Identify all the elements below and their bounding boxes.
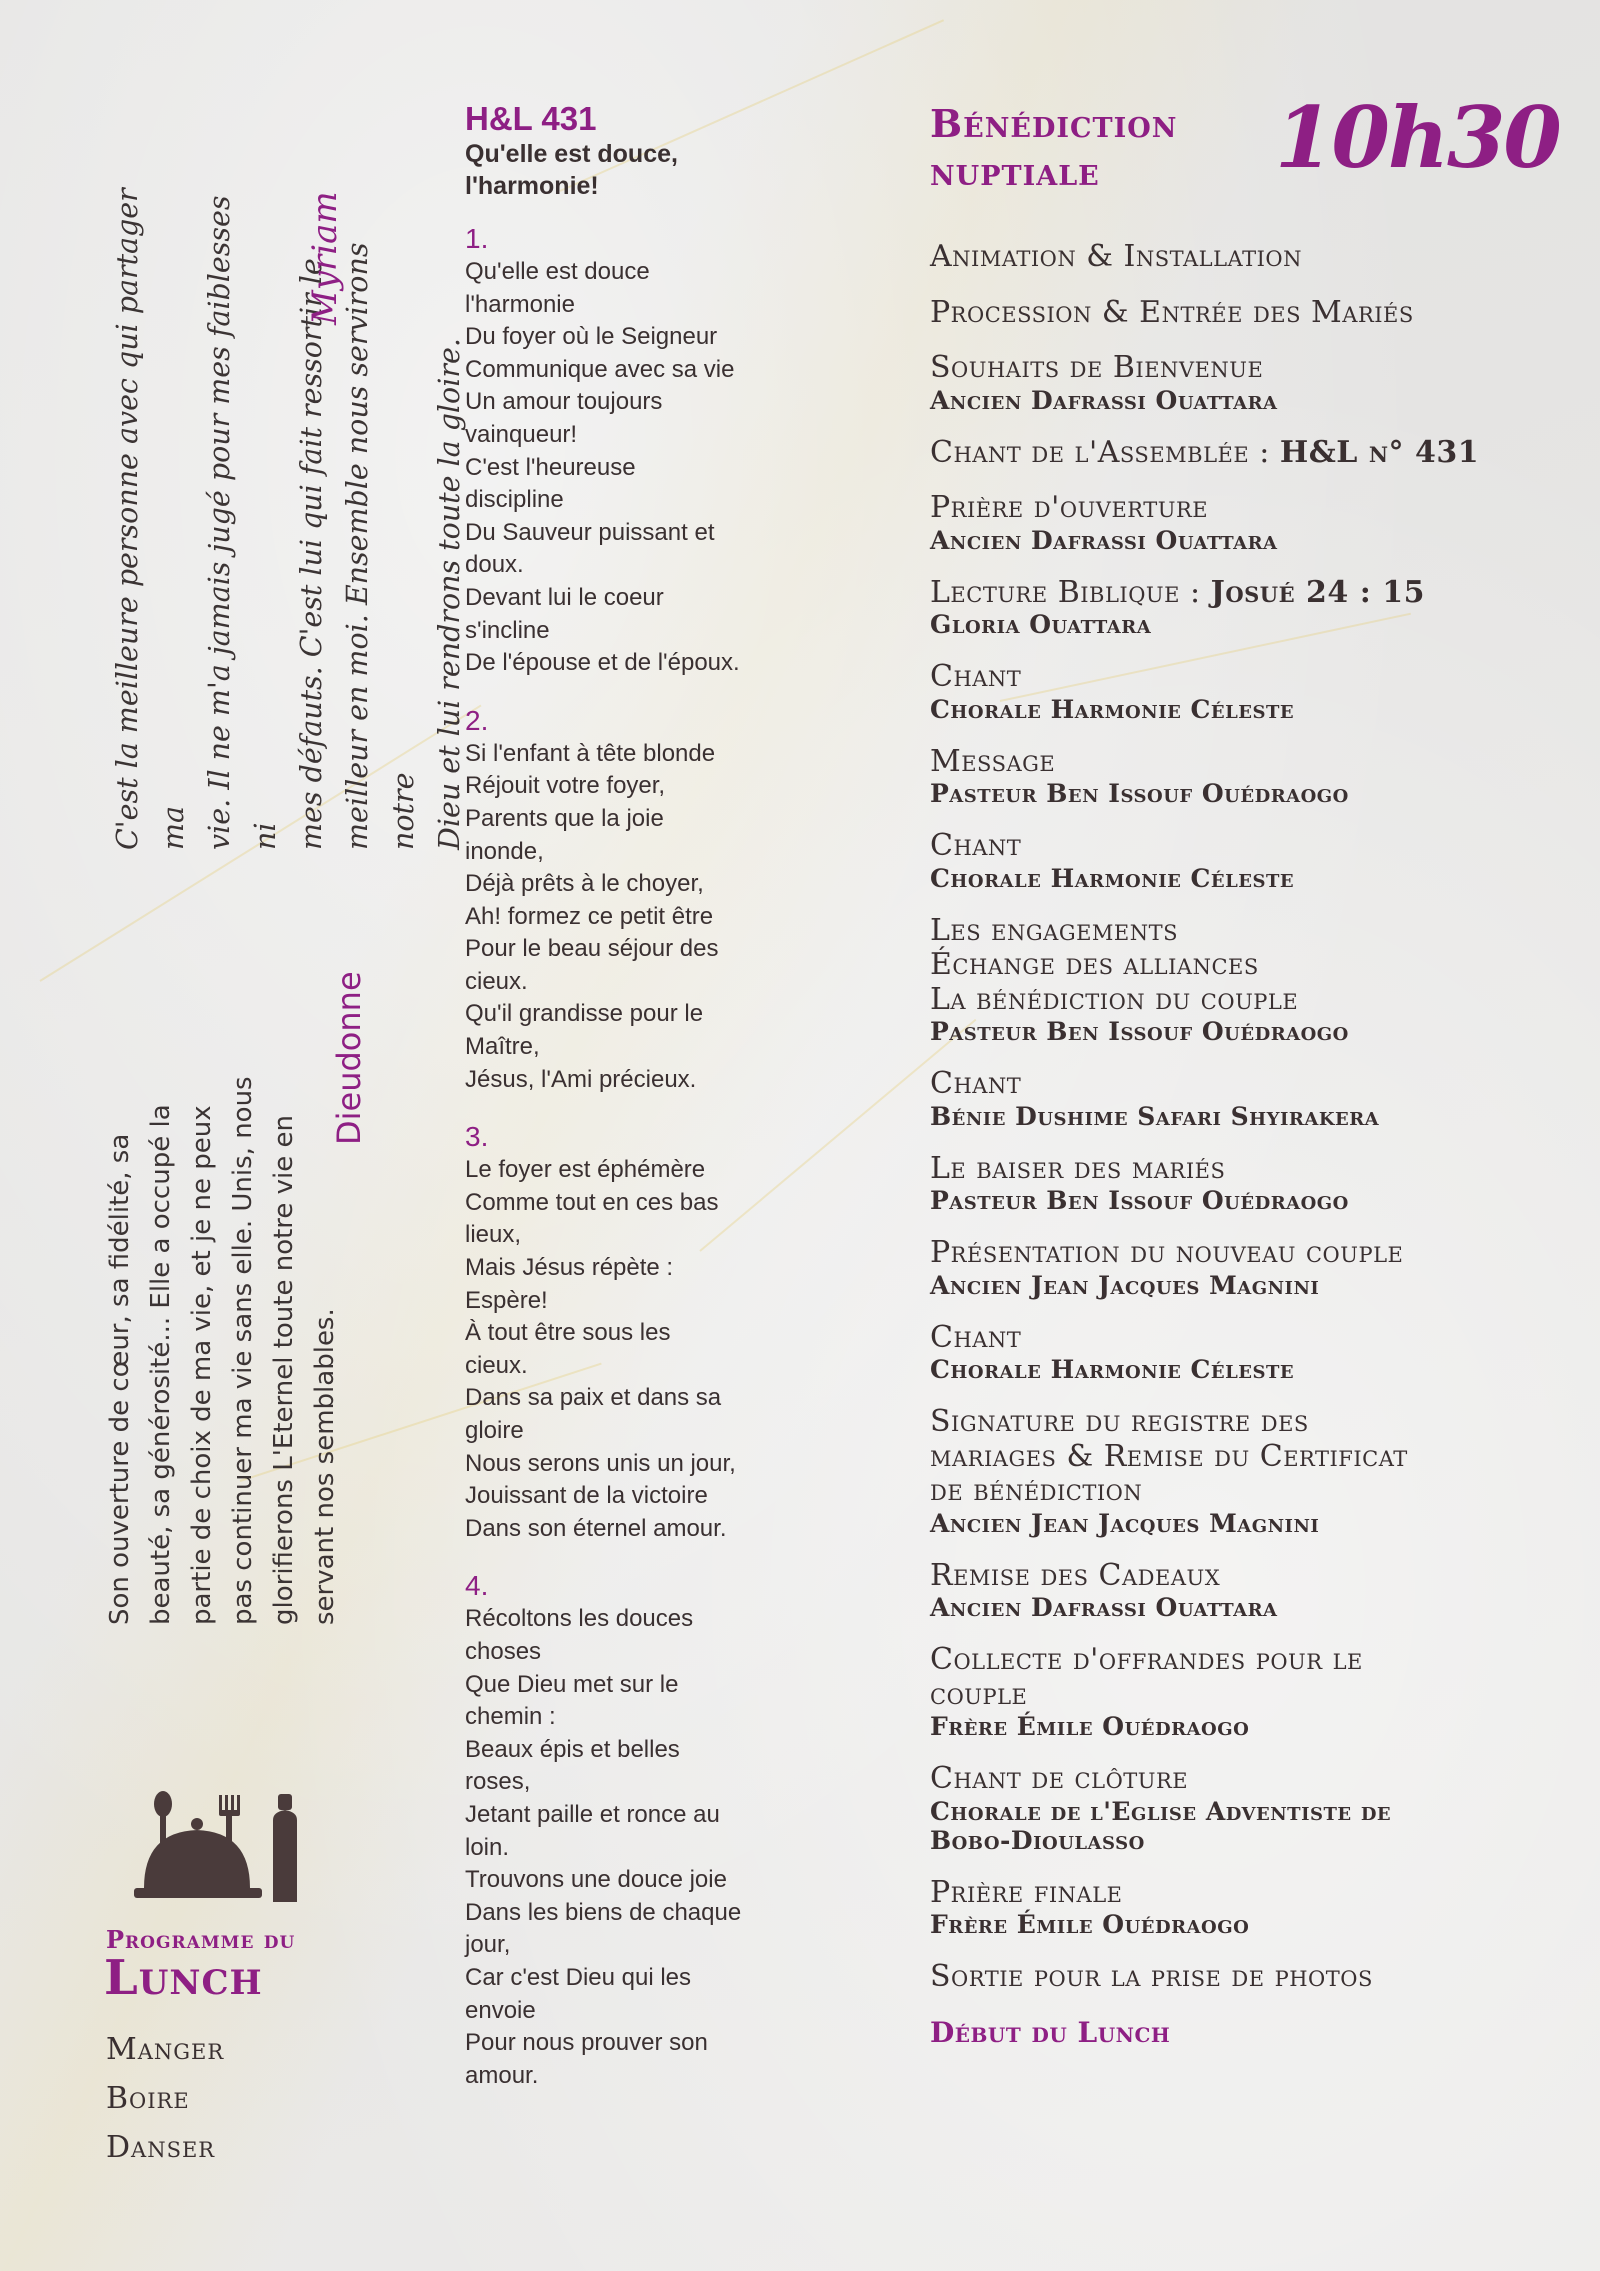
program-item [930, 1960, 1490, 1995]
program-item [930, 1559, 1490, 1623]
lunch-title: Lunch [104, 1950, 263, 2006]
program-time: 10h30 [1275, 88, 1560, 187]
verse-line: cieux. [465, 1351, 528, 1379]
program-item-label-text: Chant [930, 659, 1022, 694]
program-item-label-text: La bénédiction du couple [930, 981, 1299, 1017]
hymn-verse [465, 222, 795, 680]
verse-number: 2. [465, 704, 489, 736]
program-item-label [930, 948, 1490, 983]
verse-line: Comme tout en ces bas [465, 1188, 719, 1216]
program-item-label-text: Sortie pour la prise de photos [930, 1959, 1373, 1994]
quote-line: C'est la meilleure personne avec qui partager ma [111, 188, 190, 850]
program-title-line: nuptiale [930, 149, 1100, 194]
program-item-emphasis: H&L n° 431 [1279, 434, 1480, 470]
lunch-item: Boire [106, 2081, 190, 2116]
verse-line: Car c'est Dieu qui les [465, 1963, 692, 1991]
program-item-emphasis: Josué 24 : 15 [1210, 574, 1426, 610]
program-item-officiant: Pasteur Ben Issouf Ouédraogo [930, 1186, 1349, 1215]
program-item-label [930, 240, 1490, 275]
program-item-label [930, 1678, 1490, 1713]
program-item-label [930, 491, 1490, 526]
lunch-item: Manger [106, 2032, 225, 2067]
quote-line: glorifierons L'Eternel toute notre vie en [269, 1114, 299, 1625]
program-item-label-text: Collecte d'offrandes pour le [930, 1642, 1363, 1677]
program-item [930, 1236, 1490, 1300]
program-item-officiant: Chorale Harmonie Céleste [930, 694, 1295, 724]
program-item-accent: Début du Lunch [930, 2015, 1171, 2049]
program-item-label-text: Message [930, 743, 1056, 779]
program-item-label [930, 745, 1490, 780]
program-item-label [930, 296, 1490, 331]
program-item-label [930, 1474, 1490, 1509]
hymn-verses [465, 222, 795, 2092]
verse-line: Récoltons les douces [465, 1605, 694, 1633]
program-item-label-text: Chant de l'Assemblée : [930, 434, 1280, 470]
program-item-label [930, 1321, 1490, 1356]
hymn-verse [465, 704, 795, 1097]
verse-number: 3. [465, 1121, 489, 1153]
quote-line: meilleur en moi. Ensemble nous servirons notre [341, 242, 420, 850]
program-item-label-text: Procession & Entrée des Mariés [930, 294, 1414, 330]
lunch-kicker: Programme du [106, 1925, 296, 1954]
program-title [930, 100, 1177, 196]
program-item [930, 1321, 1490, 1385]
program-item-label-text: de bénédiction [930, 1473, 1143, 1508]
program-item-officiant: Bobo-Dioulasso [930, 1825, 1145, 1855]
program-item-officiant: Frère Émile Ouédraogo [930, 1712, 1250, 1741]
program-item-label-text: couple [930, 1676, 1028, 1712]
program-item-officiant: Pasteur Ben Issouf Ouédraogo [930, 779, 1349, 808]
hymn-column [465, 100, 795, 2116]
verse-line: Si l'enfant à tête blonde [465, 739, 716, 767]
verse-line: Dans sa paix et dans sa [465, 1384, 722, 1412]
verse-line: Ah! formez ce petit être [465, 902, 714, 930]
program-item-label [930, 1067, 1490, 1102]
verse-line: Un amour toujours [465, 388, 663, 416]
program-item-label [930, 1405, 1490, 1440]
program-title-line: Bénédiction [930, 101, 1178, 146]
hymn-title-line: l'harmonie! [465, 172, 599, 200]
program-item [930, 436, 1490, 471]
program-item-label-text: Les engagements [930, 912, 1179, 948]
verse-line: Pour nous prouver son [465, 2029, 708, 2057]
quote-myriam-text [105, 170, 473, 850]
program-item-officiant: Chorale Harmonie Céleste [930, 1355, 1295, 1384]
program-item-label [930, 1643, 1490, 1678]
program-item-officiant: Bénie Dushime Safari Shyirakera [930, 1101, 1380, 1131]
verse-line: Maître, [465, 1033, 540, 1061]
program-item-label [930, 1960, 1490, 1995]
program-item-officiant: Chorale Harmonie Céleste [930, 863, 1295, 893]
verse-line: Espère! [465, 1286, 548, 1314]
program-item-label-text: Signature du registre des [930, 1404, 1309, 1439]
program-item-officiant: Gloria Ouattara [930, 610, 1152, 639]
program-item-label [930, 576, 1490, 611]
program-item [930, 1067, 1490, 1131]
program-item [930, 351, 1490, 415]
program-item [930, 660, 1490, 724]
verse-line: C'est l'heureuse [465, 453, 636, 481]
verse-line: Qu'il grandisse pour le [465, 1000, 704, 1028]
program-item [930, 1876, 1490, 1940]
verse-line: De l'épouse et de l'époux. [465, 649, 740, 677]
program-item [930, 240, 1490, 275]
program-item-label-text: Prière finale [930, 1874, 1123, 1910]
program-item-label-text: Animation & Installation [930, 239, 1302, 274]
program-item-label [930, 1440, 1490, 1475]
verse-line: discipline [465, 486, 564, 514]
verse-line: s'incline [465, 616, 550, 644]
verse-line: Mais Jésus répète : [465, 1254, 674, 1282]
program-item-label-text: Chant [930, 828, 1022, 863]
verse-line: l'harmonie [465, 290, 575, 318]
program-item-label-text: Chant [930, 1319, 1022, 1355]
quote-line: Dieu et lui rendrons toute la gloire. [433, 338, 466, 850]
hymn-verse [465, 1569, 795, 2092]
program-item [930, 491, 1490, 555]
hymn-verse [465, 1120, 795, 1545]
program-item-label-text: Remise des Cadeaux [930, 1557, 1221, 1593]
program-item-label-text: Prière d'ouverture [930, 490, 1209, 525]
program-item-label [930, 660, 1490, 695]
lunch-item: Danser [106, 2130, 216, 2165]
program-item-label [930, 436, 1490, 471]
quote-line: mes défauts. C'est lui qui fait ressortir le [295, 258, 328, 850]
verse-number: 4. [465, 1570, 489, 1602]
verse-line: Jésus, l'Ami précieux. [465, 1065, 697, 1093]
program-item-label [930, 1559, 1490, 1594]
quote-line: vie. Il ne m'a jamais jugé pour mes faiblesses ni [203, 195, 282, 850]
quote-line: servant nos semblables. [310, 1308, 340, 1625]
program-list [930, 240, 1490, 2071]
verse-line: Dans les biens de chaque [465, 1898, 742, 1926]
program-item [930, 1152, 1490, 1216]
hymn-reference: H&L 431 [465, 100, 597, 137]
verse-line: Dans son éternel amour. [465, 1514, 727, 1542]
program-item-label-text: Chant [930, 1066, 1022, 1101]
program-item-label [930, 1152, 1490, 1187]
program-item-label [930, 914, 1490, 949]
verse-line: Devant lui le coeur [465, 583, 664, 611]
verse-line: vainqueur! [465, 420, 578, 448]
program-item-label [930, 1236, 1490, 1271]
program-item-officiant: Ancien Jean Jacques Magnini [930, 1508, 1320, 1538]
verse-line: Réjouit votre foyer, [465, 772, 666, 800]
verse-line: Pour le beau séjour des [465, 935, 719, 963]
verse-line: Parents que la joie [465, 804, 664, 832]
verse-line: Que Dieu met sur le [465, 1670, 679, 1698]
verse-line: doux. [465, 551, 524, 579]
program-item-label-text: Chant de clôture [930, 1761, 1189, 1796]
verse-line: Trouvons une douce joie [465, 1866, 727, 1894]
program-item [930, 296, 1490, 331]
quote-line: beauté, sa générosité... Elle a occupé la [146, 1104, 176, 1625]
verse-line: lieux, [465, 1221, 522, 1249]
program-item [930, 1643, 1490, 1741]
quote-line: Son ouverture de cœur, sa fidélité, sa [105, 1133, 135, 1625]
hymn-title [465, 138, 795, 202]
verse-line: Communique avec sa vie [465, 355, 735, 383]
verse-line: loin. [465, 1833, 510, 1861]
program-item-label-text: mariages & Remise du Certificat [930, 1438, 1408, 1474]
program-item-label-text: Souhaits de Bienvenue [930, 350, 1264, 385]
verse-line: roses, [465, 1768, 531, 1796]
program-item-label-text: Échange des alliances [930, 947, 1259, 982]
verse-line: jour, [465, 1931, 511, 1959]
program-item [930, 1405, 1490, 1538]
verse-line: Beaux épis et belles [465, 1735, 680, 1763]
verse-line: envoie [465, 1996, 536, 2024]
verse-line: chemin : [465, 1703, 556, 1731]
quote-line: partie de choix de ma vie, et je ne peux [187, 1105, 217, 1625]
program-item-officiant: Pasteur Ben Issouf Ouédraogo [930, 1017, 1349, 1046]
program-item-label [930, 1876, 1490, 1911]
program-item-officiant: Ancien Jean Jacques Magnini [930, 1270, 1320, 1300]
verse-line: cieux. [465, 967, 528, 995]
program-item-officiant: Chorale de l'Eglise Adventiste de [930, 1796, 1392, 1826]
dining-cloche-icon [134, 1790, 304, 1910]
lunch-items [106, 2032, 224, 2179]
program-item-officiant: Ancien Dafrassi Ouattara [930, 1593, 1278, 1622]
verse-line: Jouissant de la victoire [465, 1482, 708, 1510]
program-item [930, 745, 1490, 809]
verse-line: choses [465, 1637, 542, 1665]
verse-line: inonde, [465, 837, 544, 865]
program-item-label [930, 351, 1490, 386]
program-item-label [930, 983, 1490, 1018]
verse-line: Du Sauveur puissant et [465, 518, 715, 546]
signature-myriam: Myriam [305, 191, 345, 325]
verse-line: Déjà prêts à le choyer, [465, 870, 704, 898]
program-item [930, 1762, 1490, 1855]
verse-line: Jetant paille et ronce au [465, 1800, 720, 1828]
program-item-label-text: Lecture Biblique : [930, 574, 1211, 610]
program-item-officiant: Ancien Dafrassi Ouattara [930, 385, 1278, 415]
program-item-label-text: Présentation du nouveau couple [930, 1235, 1404, 1270]
program-item-officiant: Ancien Dafrassi Ouattara [930, 525, 1278, 555]
verse-line: amour. [465, 2061, 539, 2089]
program-item-label [930, 1762, 1490, 1797]
hymn-title-line: Qu'elle est douce, [465, 140, 678, 168]
verse-line: À tout être sous les [465, 1319, 671, 1347]
verse-number: 1. [465, 223, 489, 254]
program-item-label [930, 829, 1490, 864]
program-item-label-text: Le baiser des mariés [930, 1150, 1226, 1186]
verse-line: Le foyer est éphémère [465, 1156, 706, 1184]
verse-line: Qu'elle est douce [465, 258, 650, 285]
quote-line: pas continuer ma vie sans elle. Unis, nous [228, 1076, 258, 1625]
program-item [930, 576, 1490, 640]
program-item [930, 914, 1490, 1047]
program-item-officiant: Frère Émile Ouédraogo [930, 1910, 1250, 1939]
signature-dieudonne: Dieudonne [330, 971, 368, 1145]
verse-line: gloire [465, 1417, 524, 1444]
verse-line: Nous serons unis un jour, [465, 1449, 736, 1477]
verse-line: Du foyer où le Seigneur [465, 323, 718, 351]
program-item [930, 829, 1490, 893]
quote-dieudonne-text [100, 965, 346, 1625]
program-item [930, 2016, 1490, 2050]
